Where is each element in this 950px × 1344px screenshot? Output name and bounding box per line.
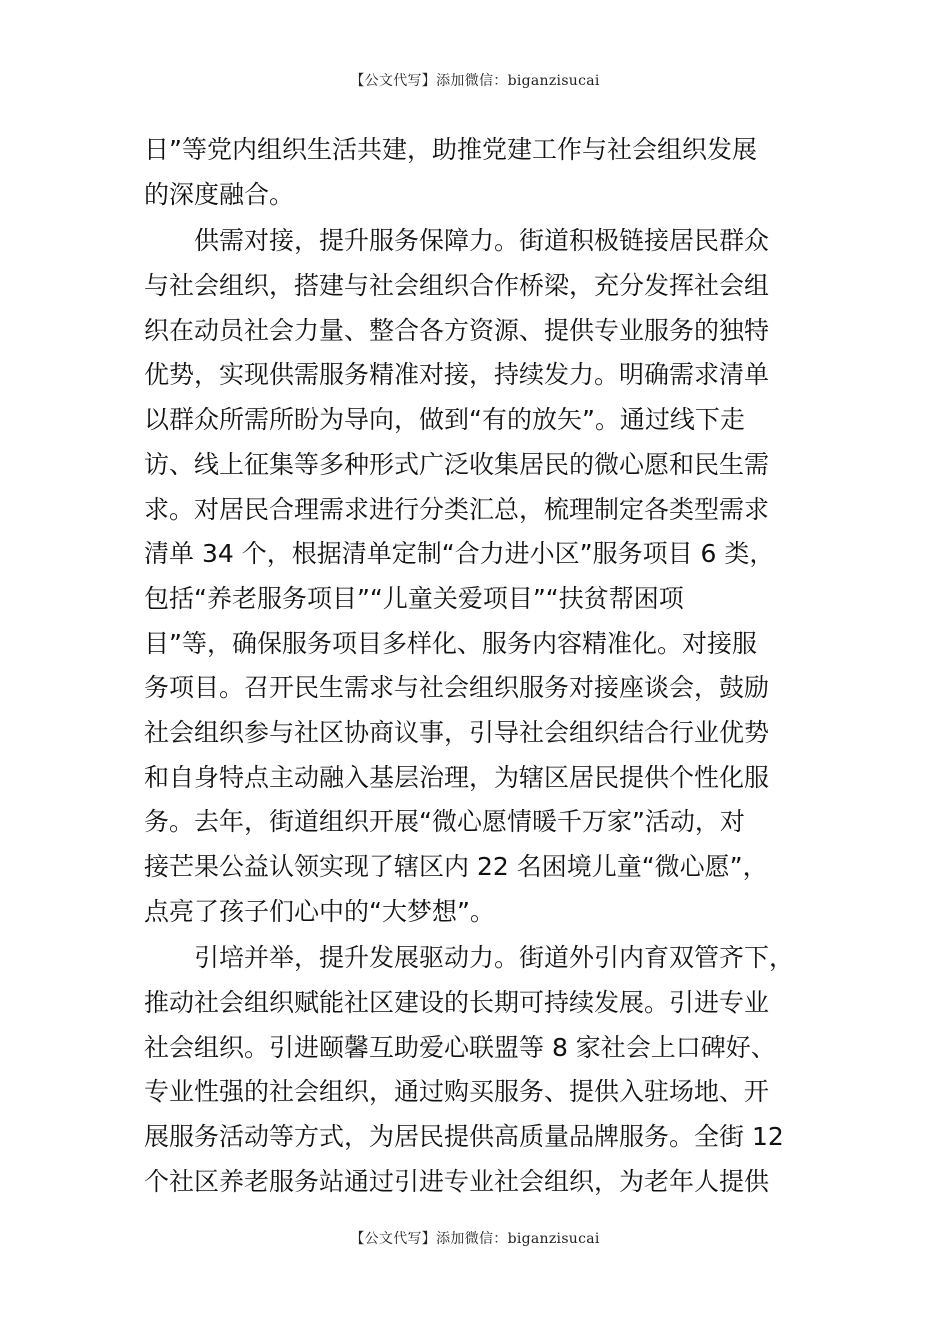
- page-footer: 【公文代写】添加微信：biganzisucai: [350, 1231, 600, 1247]
- text-line: 求。对居民合理需求进行分类汇总，梳理制定各类型需求: [144, 494, 770, 524]
- text-line: 推动社会组织赋能社区建设的长期可持续发展。引进专业: [144, 988, 770, 1018]
- paragraph-2: [144, 219, 824, 934]
- document-body: [144, 128, 824, 1207]
- text-line: 务项目。召开民生需求与社会组织服务对接座谈会，鼓励: [144, 673, 770, 703]
- text-line: 以群众所需所盼为导向，做到“有的放矢”。通过线下走: [144, 405, 745, 435]
- text-line: 点亮了孩子们心中的“大梦想”。: [144, 896, 495, 926]
- text-line: 清单 34 个，根据清单定制“合力进小区”服务项目 6 类，: [144, 539, 775, 569]
- text-line: 个社区养老服务站通过引进专业社会组织，为老年人提供: [144, 1166, 770, 1196]
- text-line: 目”等，确保服务项目多样化、服务内容精准化。对接服: [144, 628, 757, 658]
- text-line: 的深度融合。: [144, 179, 295, 209]
- text-line: 务。去年，街道组织开展“微心愿情暖千万家”活动，对: [144, 807, 745, 837]
- text-line: 引培并举，提升发展驱动力。街道外引内育双管齐下，: [194, 943, 795, 973]
- text-line: 专业性强的社会组织，通过购买服务、提供入驻场地、开: [144, 1077, 770, 1107]
- paragraph-3: [144, 936, 824, 1204]
- text-line: 接芒果公益认领实现了辖区内 22 名困境儿童“微心愿”，: [144, 852, 768, 881]
- text-line: 社会组织参与社区协商议事，引导社会组织结合行业优势: [144, 717, 770, 747]
- text-line: 优势，实现供需服务精准对接，持续发力。明确需求清单: [144, 360, 770, 390]
- page-header: 【公文代写】添加微信：biganzisucai: [350, 73, 600, 89]
- text-line: 供需对接，提升服务保障力。街道积极链接居民群众: [194, 226, 770, 256]
- paragraph-1: [144, 128, 824, 217]
- text-line: 与社会组织，搭建与社会组织合作桥梁，充分发挥社会组: [144, 271, 770, 301]
- text-line: 和自身特点主动融入基层治理，为辖区居民提供个性化服: [144, 762, 770, 792]
- text-line: 包括“养老服务项目”“儿童关爱项目”“扶贫帮困项: [144, 583, 684, 613]
- text-line: 访、线上征集等多种形式广泛收集居民的微心愿和民生需: [144, 449, 770, 479]
- text-line: 社会组织。引进颐馨互助爱心联盟等 8 家社会上口碑好、: [144, 1032, 776, 1062]
- text-line: 织在动员社会力量、整合各方资源、提供专业服务的独特: [144, 315, 770, 345]
- text-line: 展服务活动等方式，为居民提供高质量品牌服务。全街 12: [144, 1122, 784, 1152]
- text-line: 日”等党内组织生活共建，助推党建工作与社会组织发展: [144, 135, 757, 164]
